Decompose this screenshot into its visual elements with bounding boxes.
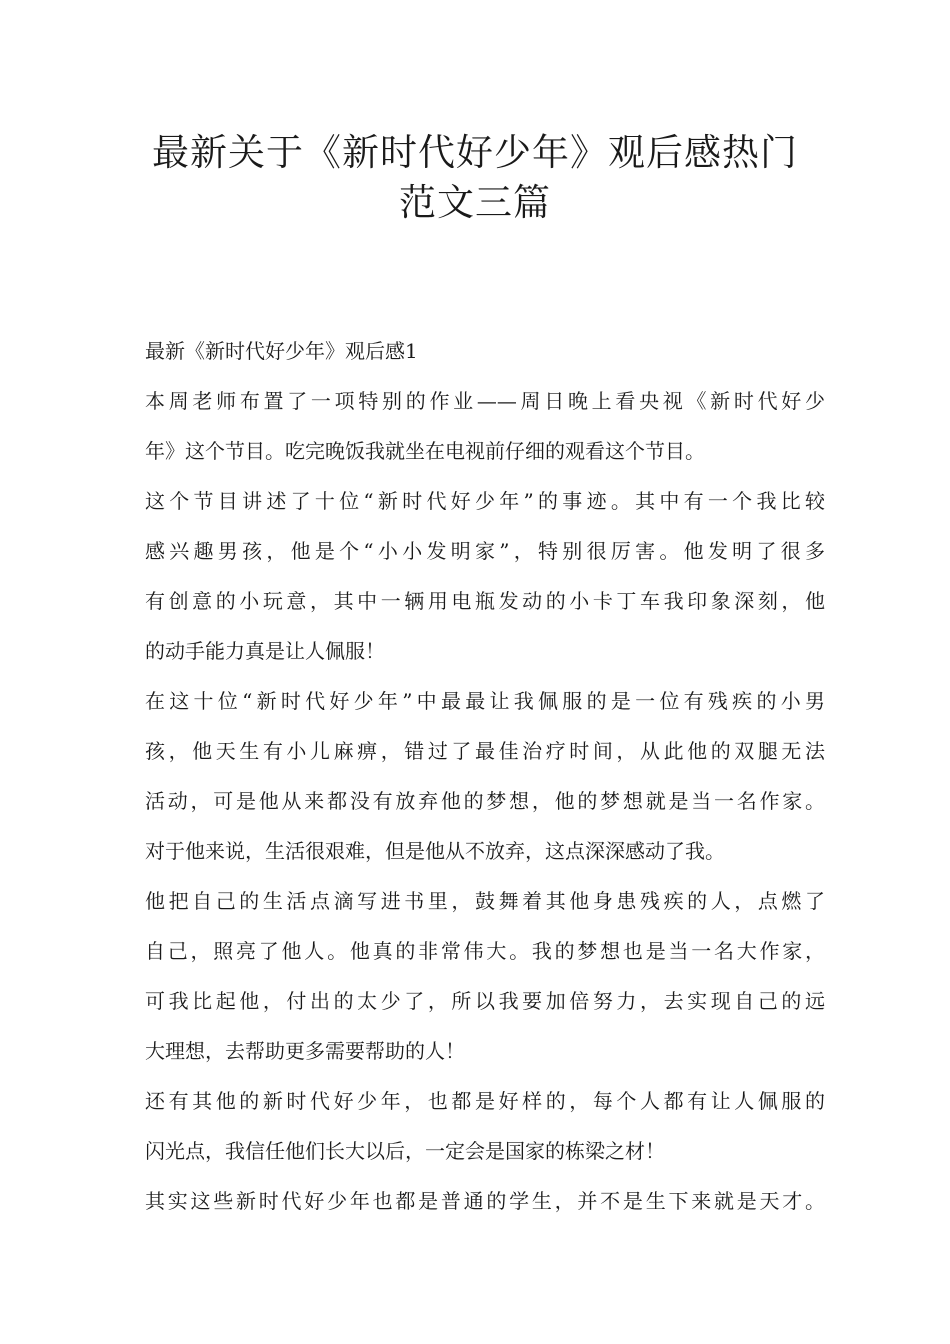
document-body <box>145 332 825 1232</box>
text-line: 年》这个节目。吃完晚饭我就坐在电视前仔细的观看这个节目。 <box>145 439 705 463</box>
title-line-1: 最新关于《新时代好少年》观后感热门 <box>152 131 798 174</box>
text-line: 闪光点，我信任他们长大以后，一定会是国家的栋梁之材！ <box>145 1139 665 1163</box>
text-line: 在这十位“新时代好少年”中最最让我佩服的是一位有残疾的小男 <box>145 689 825 713</box>
text-line: 可我比起他，付出的太少了，所以我要加倍努力，去实现自己的远 <box>145 989 825 1013</box>
text-line: 自己，照亮了他人。他真的非常伟大。我的梦想也是当一名大作家， <box>145 939 825 963</box>
text-line: 对于他来说，生活很艰难，但是他从不放弃，这点深深感动了我。 <box>145 839 725 863</box>
text-line: 孩，他天生有小儿麻痹，错过了最佳治疗时间，从此他的双腿无法 <box>145 739 825 763</box>
title-line-2: 范文三篇 <box>399 181 551 224</box>
text-line: 他把自己的生活点滴写进书里，鼓舞着其他身患残疾的人，点燃了 <box>145 889 825 913</box>
text-line: 还有其他的新时代好少年，也都是好样的，每个人都有让人佩服的 <box>145 1089 825 1113</box>
text-line: 本周老师布置了一项特别的作业——周日晚上看央视《新时代好少 <box>145 389 825 413</box>
text-line: 有创意的小玩意，其中一辆用电瓶发动的小卡丁车我印象深刻，他 <box>145 589 825 613</box>
text-line: 这个节目讲述了十位“新时代好少年”的事迹。其中有一个我比较 <box>145 489 825 513</box>
section-heading: 最新《新时代好少年》观后感1 <box>145 339 418 363</box>
text-line: 的动手能力真是让人佩服！ <box>145 639 385 663</box>
document-title <box>100 128 850 228</box>
text-line: 其实这些新时代好少年也都是普通的学生，并不是生下来就是天才。 <box>145 1189 825 1213</box>
text-line: 感兴趣男孩，他是个“小小发明家”，特别很厉害。他发明了很多 <box>145 539 825 563</box>
text-line: 活动，可是他从来都没有放弃他的梦想，他的梦想就是当一名作家。 <box>145 789 825 813</box>
text-line: 大理想，去帮助更多需要帮助的人！ <box>145 1039 465 1063</box>
